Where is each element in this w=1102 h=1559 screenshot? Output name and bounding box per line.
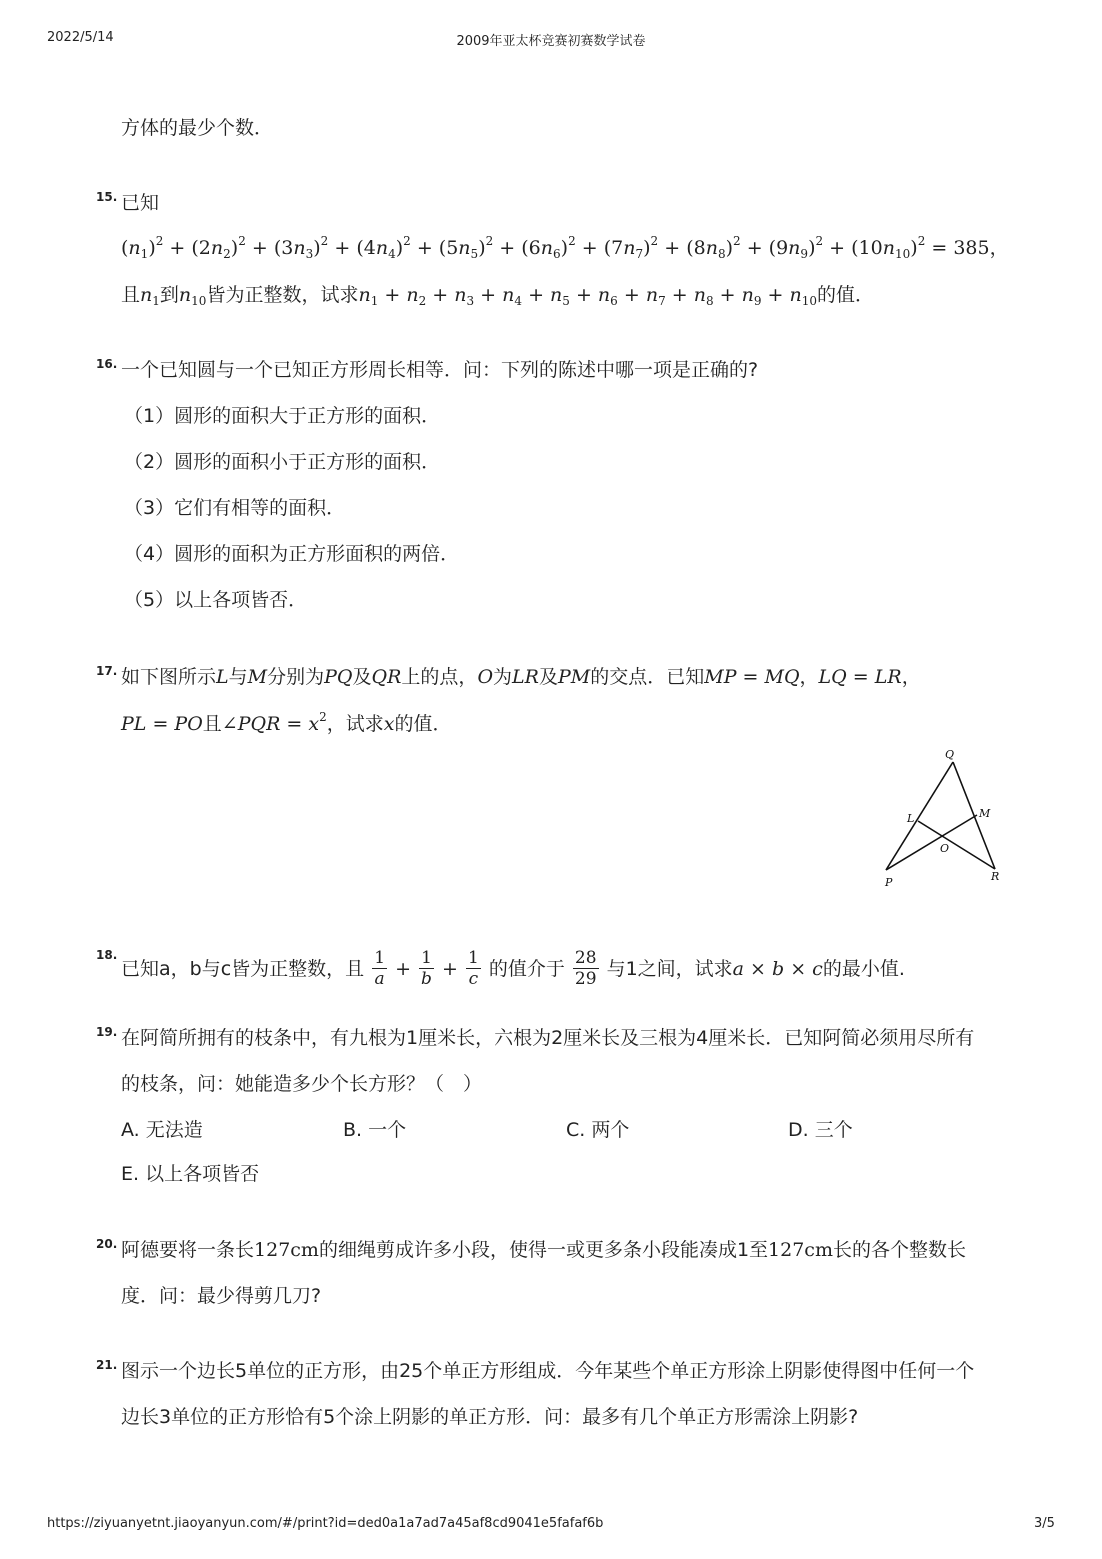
fraction-28-over-29: $\frac{28}{29}$ xyxy=(574,948,597,989)
q17-triangle-figure xyxy=(876,745,1006,893)
q20-stem-line1: 阿德要将一条长127cm的细绳剪成许多小段，使得一或更多条小段能凑成1至127cm长的各个整数长 xyxy=(121,1239,966,1261)
q15-equation: $(n_1)^2 + (2n_2)^2 + (3n_3)^2 + (4n_4)^2 + (5n_5)^2 + (6n_6)^2 + (7n_7)^2 + (8n_8)^2 + (9n_9)^2 + (10n_{10})^2 = 385$， xyxy=(121,234,1009,261)
label-q: Q xyxy=(945,748,955,761)
label-l: L xyxy=(907,812,915,825)
q19-choice-c: C. 两个 xyxy=(566,1119,630,1141)
label-r: R xyxy=(991,870,1000,883)
q16-option-4: （4）圆形的面积为正方形面积的两倍． xyxy=(124,543,460,565)
q21-stem-line1: 图示一个边长5单位的正方形，由25个单正方形组成．今年某些个单正方形涂上阴影使得图中任何一个 xyxy=(121,1360,975,1382)
q16-option-3: （3）它们有相等的面积． xyxy=(124,497,346,519)
fraction-1-over-c: $\frac{1}{c}$ xyxy=(467,948,479,989)
q19-choice-d: D. 三个 xyxy=(788,1119,853,1141)
q19-choice-a: A. 无法造 xyxy=(121,1119,203,1141)
q15-question: 且$n_1$到$n_{10}$皆为正整数，试求$n_1 + n_2 + n_3 + n_4 + n_5 + n_6 + n_7 + n_8 + n_9 + n_{10}$的值． xyxy=(121,284,875,308)
fraction-1-over-b: $\frac{1}{b}$ xyxy=(421,948,432,989)
q19-stem-line2: 的枝条，问：她能造多少个长方形？（ ） xyxy=(121,1073,483,1095)
footer-url: https://ziyuanyetnt.jiaoyanyun.com/#/print?id=ded0a1a7ad7a45af8cd9041e5fafaf6b xyxy=(47,1516,604,1531)
label-o: O xyxy=(940,842,950,855)
header-title: 2009年亚太杯竞赛初赛数学试卷 xyxy=(456,34,646,49)
q20-stem-line2: 度．问：最少得剪几刀? xyxy=(121,1285,322,1307)
q21-number: 21. xyxy=(96,1358,118,1372)
q16-option-5: （5）以上各项皆否． xyxy=(124,589,308,611)
q19-choice-e: E. 以上各项皆否 xyxy=(121,1163,260,1185)
q21-stem-line2: 边长3单位的正方形恰有5个涂上阴影的单正方形．问：最多有几个单正方形需涂上阴影? xyxy=(121,1406,859,1428)
q16-option-1: （1）圆形的面积大于正方形的面积． xyxy=(124,405,441,427)
q16-number: 16. xyxy=(96,357,118,371)
label-m: M xyxy=(979,807,991,820)
q15-number: 15. xyxy=(96,190,118,204)
q14-continuation: 方体的最少个数． xyxy=(121,117,274,139)
q16-stem: 一个已知圆与一个已知正方形周长相等．问：下列的陈述中哪一项是正确的? xyxy=(121,359,759,381)
q17-stem-line2: PL = PO且∠PQR = $x^2$，试求x的值． xyxy=(121,710,452,735)
q15-equation-value: 385 xyxy=(953,237,990,259)
q16-option-2: （2）圆形的面积小于正方形的面积． xyxy=(124,451,441,473)
q19-number: 19. xyxy=(96,1025,118,1039)
q20-number: 20. xyxy=(96,1237,118,1251)
q18-number: 18. xyxy=(96,948,118,962)
q19-choice-b: B. 一个 xyxy=(343,1119,407,1141)
header-date: 2022/5/14 xyxy=(47,30,114,45)
segment-pm xyxy=(886,815,977,870)
q15-intro: 已知 xyxy=(121,192,160,214)
q17-stem-line1: 如下图所示L与M分别为PQ及QR上的点，O为LR及PM的交点．已知MP = MQ，LQ = LR， xyxy=(121,666,921,688)
q19-stem-line1: 在阿简所拥有的枝条中，有九根为1厘米长，六根为2厘米长及三根为4厘米长．已知阿简必须用尽所有 xyxy=(121,1027,975,1049)
q18-stem: 已知a，b与c皆为正整数，且 $\frac{1}{a}$ + $\frac{1}{b}$ + $\frac{1}{c}$ 的值介于 $\frac{28}{29}$ 与1之间，试求a × b × c的最小值. xyxy=(121,948,905,989)
label-p: P xyxy=(885,876,893,889)
footer-page-number: 3/5 xyxy=(1034,1516,1055,1531)
q17-number: 17. xyxy=(96,664,118,678)
fraction-1-over-a: $\frac{1}{a}$ xyxy=(374,948,386,989)
